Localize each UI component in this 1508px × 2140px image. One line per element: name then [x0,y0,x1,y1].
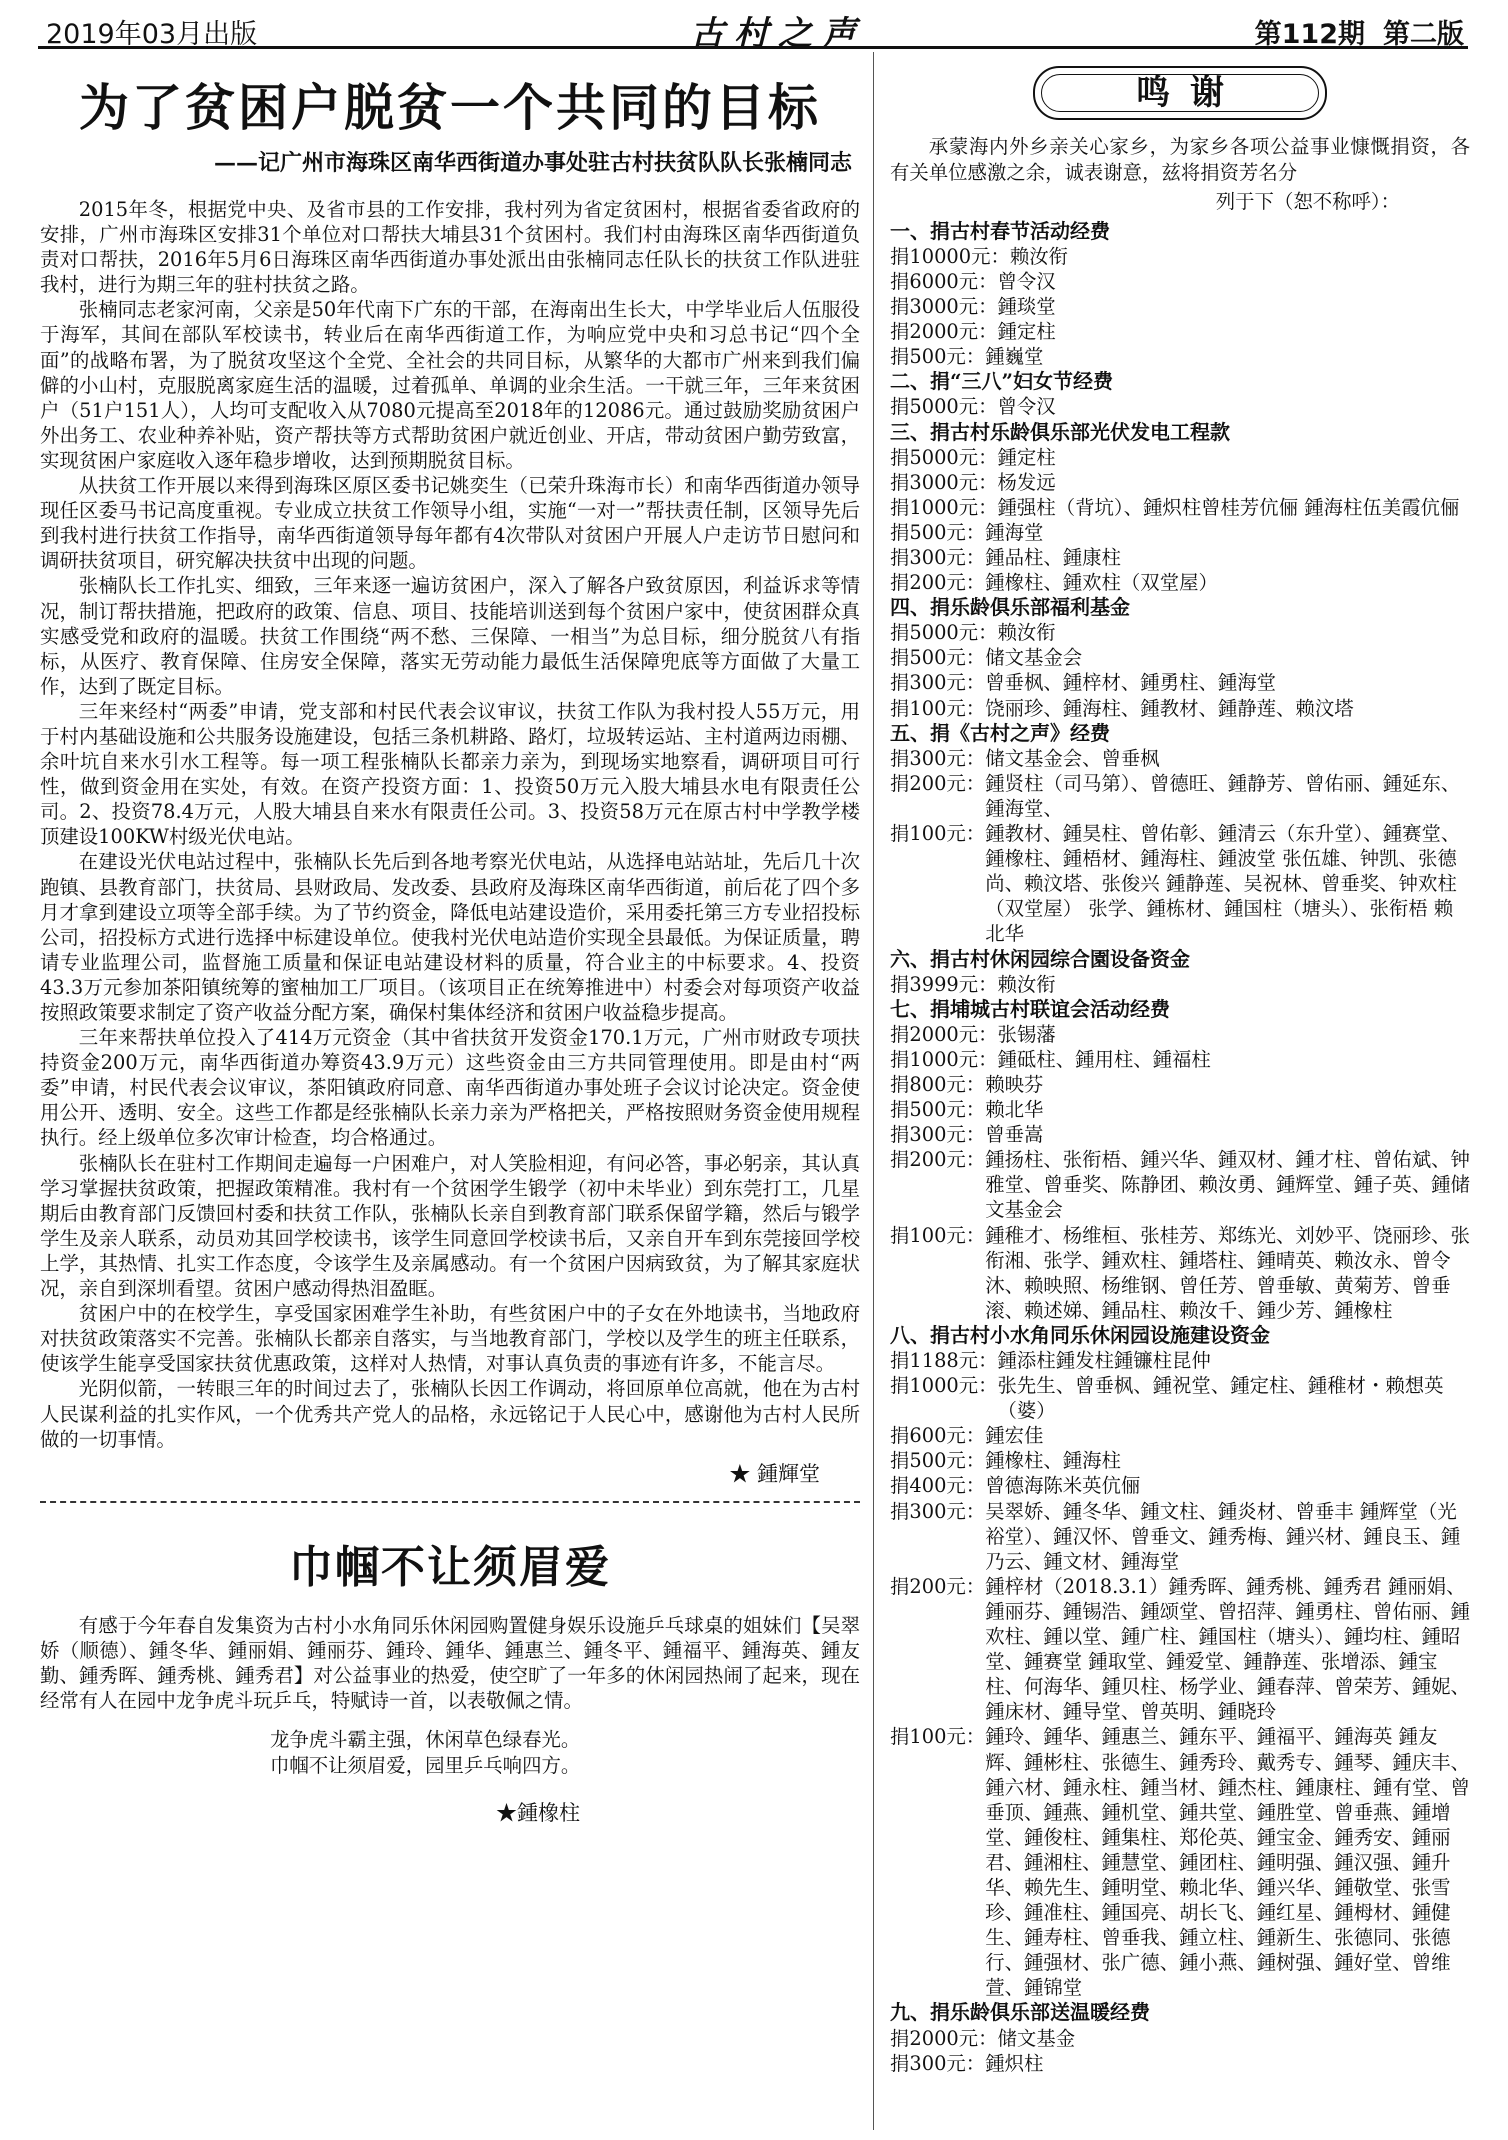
donation-row [890,1223,1470,1323]
donation-row [890,319,1470,344]
donation-row [890,394,1470,419]
article-paragraph: 从扶贫工作开展以来得到海珠区原区委书记姚奕生（已荣升珠海市长）和南华西街道办领导现任区委马书记高度重视。专业成立扶贫工作领导小组，实施“一对一”帮扶责任制，区领导先后到我村进行扶贫工作指导，南华西街道领导每年都有4次带队对贫困户开展人户走访节日慰问和调研扶贫项目，研究解决扶贫中出现的问题。 [40,474,860,573]
donation-row [890,821,1470,946]
donation-section-heading: 一、捐古村春节活动经费 [890,218,1110,243]
donation-row [890,746,1470,771]
donation-row [890,2026,1470,2051]
donation-row [890,771,1470,821]
donation-amount: 捐100元： [890,1223,986,1247]
donor-names: 饶丽珍、鍾海柱、鍾教材、鍾静莲、赖汶塔 [985,696,1354,720]
poem-line: 龙争虎斗霸主强，休闲草色绿春光。 [270,1728,581,1752]
donation-row [890,645,1470,670]
donor-names: 鍾品柱、鍾康柱 [985,546,1121,569]
donation-row [890,445,1470,470]
donation-amount: 捐6000元： [890,269,998,293]
donation-section-heading: 六、捐古村休闲园综合園设备资金 [890,946,1190,971]
donation-amount: 捐200元： [890,1574,986,1598]
donor-names: 赖汝衔 [997,621,1056,645]
donation-row [890,1022,1470,1047]
donor-names: 赖汝衔 [1009,244,1069,268]
donor-names: 张锡藩 [997,1022,1056,1046]
donation-amount: 捐10000元： [890,244,1010,268]
donor-names: 鍾定柱 [997,320,1056,344]
donation-row [890,344,1470,369]
donor-names: 杨发远 [997,470,1056,494]
donation-amount: 捐600元： [890,1424,986,1448]
donation-amount: 捐2000元： [890,2026,998,2050]
article-separator [40,1501,860,1503]
article-paragraph: 三年来经村“两委”申请，党支部和村民代表会议审议，扶贫工作队为我村投人55万元，用于村内基础设施和公共服务设施建设，包括三条机耕路、路灯，垃圾转运站、主村道两边雨棚、余叶坑自来水引水工程等。每一项工程张楠队长都亲力亲为，到现场实地察看，调研项目可行性，做到资金用在实处，有效。在资产投资方面：1、投资50万元入股大埔县水电有限责任公司。2、投资78.4万元，人股大埔县自来水有限责任公司。3、投资58万元在原古村中学教学楼顶建设100KW村级光伏电站。 [40,699,860,849]
donor-names: 赖北华 [985,1098,1044,1122]
poem-article-paragraph: 有感于今年春自发集资为古村小水角同乐休闲园购置健身娱乐设施乒乓球桌的姐妹们【吴翠娇（顺德）、鍾冬华、鍾丽娟、鍾丽芬、鍾玲、鍾华、鍾惠兰、鍾冬平、鍾福平、鍾海英、鍾友勤、鍾秀晖、鍾秀桃、鍾秀君】对公益事业的热爱，使空旷了一年多的休闲园热闹了起来，现在经常有人在园中龙争虎斗玩乒乓，特赋诗一首，以表敬佩之情。 [40,1613,860,1713]
donation-amount: 捐5000元： [890,621,998,645]
donor-names: 鍾强柱（背坑）、鍾炽柱曾桂芳伉俪 鍾海柱伍美霞伉俪 [997,495,1460,519]
donation-row [890,1373,1470,1423]
donation-section-heading: 七、捐埔城古村联谊会活动经费 [890,996,1170,1021]
poem-article-title: 巾帼不让须眉爱 [289,1541,611,1593]
donor-names: 储文基金会 [985,646,1083,670]
donation-row [890,269,1470,294]
donation-amount: 捐500元： [890,1449,986,1473]
donor-names: 储文基金 [997,2026,1076,2050]
donation-section-heading: 三、捐古村乐龄俱乐部光伏发电工程款 [890,419,1230,444]
donation-amount: 捐2000元： [890,1022,998,1046]
article-paragraph: 三年来帮扶单位投入了414万元资金（其中省扶贫开发资金170.1万元，广州市财政专项扶持资金200万元，南华西街道办筹资43.9万元）这些资金由三方共同管理使用。即是由村“两委”申请，村民代表会议审议，茶阳镇政府同意、南华西街道办事处班子会议讨论决定。资金使用公开、透明、安全。这些工作都是经张楠队长亲力亲为严格把关，严格按照财务资金使用规程执行。经上级单位多次审计检查，均合格通过。 [40,1026,860,1150]
donation-amount: 捐500元： [890,1098,986,1122]
poem-signature: ★鍾橡柱 [496,1801,580,1826]
article-title: 为了贫困户脱贫一个共同的目标 [79,78,821,137]
donation-row [890,570,1470,595]
donation-row [890,620,1470,645]
thanks-intro: 承蒙海内外乡亲关心家乡，为家乡各项公益事业慷慨捐资，各有关单位感激之余，诚表谢意，兹将捐资芳名分 [890,135,1470,184]
donation-amount: 捐3999元： [890,972,998,996]
donor-names: 张先生、曾垂枫、鍾祝堂、鍾定柱、鍾稚材・赖想英（婆） [997,1374,1444,1423]
donation-amount: 捐5000元： [890,445,998,469]
newspaper-name: 古村之声 [690,14,866,54]
donation-row [890,1122,1470,1147]
donor-names: 鍾贤柱（司马第）、曾德旺、鍾静芳、曾佑丽、鍾延东、鍾海堂、 [985,771,1461,820]
donation-amount: 捐1000元： [890,495,998,519]
header-rule [38,46,1468,49]
donor-names: 鍾添柱鍾发柱鍾镰柱昆仲 [997,1349,1211,1372]
article-body [40,197,860,1487]
donation-row [890,1348,1470,1373]
article-paragraph: 2015年冬，根据党中央、及省市县的工作安排，我村列为省定贫困村，根据省委省政府的安排，广州市海珠区安排31个单位对口帮扶大埔县31个贫困村。我们村由海珠区南华西街道负责对口帮扶，2016年5月6日海珠区南华西街道办事处派出由张楠同志任队长的扶贫工作队进驻我村，进行为期三年的驻村扶贫之路。 [40,198,860,297]
donation-row [890,1499,1470,1574]
donation-row [890,244,1470,269]
donation-row [890,1072,1470,1097]
thanks-title: 鸣谢 [1136,73,1244,113]
donor-names: 鍾琰堂 [997,295,1056,319]
donation-amount: 捐800元： [890,1072,986,1096]
donation-amount: 捐100元： [890,1725,986,1749]
donation-row [890,1574,1470,1725]
donation-row [890,1097,1470,1122]
donation-amount: 捐3000元： [890,295,998,319]
donation-amount: 捐100元： [890,696,986,720]
issue-number: 第112期 [1254,19,1365,50]
donation-amount: 捐300元： [890,1499,986,1523]
donor-names: 曾垂嵩 [985,1123,1044,1147]
thanks-intro-tail: 列于下（恕不称呼）： [1215,190,1400,214]
donation-section-heading: 二、捐“三八”妇女节经费 [890,369,1114,394]
article-paragraph: 张楠同志老家河南，父亲是50年代南下广东的干部，在海南出生长大，中学毕业后人伍服役于海军，其间在部队军校读书，转业后在南华西街道工作，为响应党中央和习总书记“四个全面”的战略布署，为了脱贫攻坚这个全党、全社会的共同目标，从繁华的大都市广州来到我们偏僻的小山村，克服脱离家庭生活的温暖，过着孤单、单调的业余生活。一干就三年，三年来贫困户（51户151人），人均可支配收入从7080元提高至2018年的12086元。通过鼓励奖励贫困户外出务工、农业种养补贴，资产帮扶等方式帮助贫困户就近创业、开店，带动贫困户勤劳致富，实现贫困户家庭收入逐年稳步增收，达到预期脱贫目标。 [40,298,860,472]
donor-names: 鍾炽柱 [985,2051,1044,2075]
donor-names: 鍾梓材（2018.3.1）鍾秀晖、鍾秀桃、鍾秀君 鍾丽娟、鍾丽芬、鍾锡浩、鍾颂堂、曾招萍、鍾勇柱、曾佑丽、鍾欢柱、鍾以堂、鍾广柱、鍾国柱（塘头）、鍾均柱、鍾昭堂、鍾赛堂 鍾取堂、鍾爱堂、鍾静莲、张增添、鍾宝柱、何海华、鍾贝柱、杨学业、鍾春萍、曾荣芳、鍾妮、鍾床材、鍾导堂、曾英明、鍾晓玲 [985,1574,1470,1724]
donation-row [890,972,1470,997]
donor-names: 储文基金会、曾垂枫 [985,746,1160,770]
article-paragraph: 在建设光伏电站过程中，张楠队长先后到各地考察光伏电站，从选择电站站址，先后几十次跑镇、县教育部门，扶贫局、县财政局、发改委、县政府及海珠区南华西街道，前后花了四个多月才拿到建设立项等全部手续。为了节约资金，降低电站建设造价，采用委托第三方专业招投标公司，招投标方式进行选择中标建设单位。使我村光伏电站造价实现全县最低。为保证质量，聘请专业监理公司，监督施工质量和保证电站建设材料的质量，符合业主的中标要求。4、投资43.3万元参加茶阳镇统筹的蜜柚加工厂项目。（该项目正在统筹推进中）村委会对每项资产收益按照政策要求制定了资产收益分配方案，确保村集体经济和贫困户收益稳步提高。 [40,850,860,1024]
page-number: 第二版 [1383,19,1464,50]
donor-names: 鍾海堂 [985,520,1044,544]
donor-names: 鍾橡柱、鍾海柱 [985,1449,1121,1473]
right-column [890,60,1470,2076]
donation-amount: 捐500元： [890,345,986,369]
thanks-banner [1033,66,1327,120]
donation-section-heading: 八、捐古村小水角同乐休闲园设施建设资金 [890,1322,1270,1347]
donor-names: 赖映芬 [985,1072,1044,1096]
donor-names: 曾垂枫、鍾梓材、鍾勇柱、鍾海堂 [985,671,1277,695]
article-paragraph: 光阴似箭，一转眼三年的时间过去了，张楠队长因工作调动，将回原单位高就，他在为古村人民谋利益的扎实作风，一个优秀共产党人的品格，永远铭记于人民心中，感谢他为古村人民所做的一切事情。 [40,1377,860,1451]
donation-row [890,1147,1470,1222]
donation-row [890,520,1470,545]
donation-amount: 捐300元： [890,671,986,695]
donation-amount: 捐1188元： [890,1349,998,1372]
donation-section-heading: 四、捐乐龄俱乐部福利基金 [890,595,1130,620]
donation-amount: 捐200元： [890,1148,986,1172]
donation-section-heading: 九、捐乐龄俱乐部送温暖经费 [890,2000,1150,2025]
donation-amount: 捐300元： [890,746,986,770]
donation-amount: 捐200元： [890,771,986,795]
donation-row [890,1448,1470,1473]
donor-names: 鍾橡柱、鍾欢柱（双堂屋） [985,571,1218,595]
donor-names: 赖汝衔 [997,972,1056,996]
donation-row [890,1473,1470,1498]
donation-row [890,470,1470,495]
donor-names: 鍾玲、鍾华、鍾惠兰、鍾东平、鍾福平、鍾海英 鍾友辉、鍾彬柱、张德生、鍾秀玲、戴秀专、鍾琴、鍾庆丰、鍾六材、鍾永柱、鍾当材、鍾杰柱、鍾康柱、鍾有堂、曾垂顶、鍾燕、鍾机堂、鍾共堂、鍾胜堂、曾垂燕、鍾增堂、鍾俊柱、鍾集柱、郑伦英、鍾宝金、鍾秀安、鍾丽君、鍾湘柱、鍾慧堂、鍾团柱、鍾明强、鍾汉强、鍾升华、赖先生、鍾明堂、赖北华、鍾兴华、鍾敬堂、张雪珍、鍾准柱、鍾国亮、胡长飞、鍾红星、鍾栂材、鍾健生、鍾寿柱、曾垂我、鍾立柱、鍾新生、张德同、张德行、鍾强材、张广德、鍾小燕、鍾树强、鍾好堂、曾维萱、鍾锦堂 [985,1725,1470,2000]
publish-date: 2019年03月出版 [46,19,258,50]
donation-amount: 捐500元： [890,520,986,544]
donation-amount: 捐200元： [890,571,986,595]
page-header [38,8,1468,54]
donor-names: 鍾稚才、杨维桓、张桂芳、郑练光、刘妙平、饶丽珍、张衔湘、张学、鍾欢柱、鍾塔柱、鍾晴英、赖汝永、曾令沐、赖映照、杨维钢、曾任芳、曾垂敏、黄菊芳、曾垂滚、赖述娣、鍾品柱、赖汝千、鍾少芳、鍾橡柱 [985,1223,1470,1322]
donor-names: 吴翠娇、鍾冬华、鍾文柱、鍾炎材、曾垂丰 鍾辉堂（光裕堂）、鍾汉怀、曾垂文、鍾秀梅、鍾兴材、鍾良玉、鍾乃云、鍾文材、鍾海堂 [985,1499,1461,1573]
donation-amount: 捐500元： [890,646,986,670]
donation-row [890,495,1470,520]
donor-names: 鍾扬柱、张衔梧、鍾兴华、鍾双材、鍾才柱、曾佑斌、钟雅堂、曾垂奖、陈静团、赖汝勇、鍾辉堂、鍾子英、鍾储文基金会 [985,1148,1470,1222]
donation-row [890,670,1470,695]
donation-row [890,1423,1470,1448]
article-paragraph: 贫困户中的在校学生，享受国家困难学生补助，有些贫困户中的子女在外地读书，当地政府对扶贫政策落实不完善。张楠队长都亲自落实，与当地教育部门，学校以及学生的班主任联系，使该学生能享受国家扶贫优惠政策，这样对人热情，对事认真负责的事迹有许多，不能言尽。 [40,1302,860,1376]
donor-names: 鍾教材、鍾昊柱、曾佑彰、鍾清云（东升堂）、鍾赛堂、鍾橡柱、鍾梧材、鍾海柱、鍾波堂 张伍雄、钟凯、张德尚、赖汶塔、张俊兴 鍾静莲、吴祝林、曾垂奖、钟欢柱（双堂屋） 张学、鍾栋材、鍾国柱（塘头）、张衔梧 赖北华 [985,822,1461,946]
donor-names: 曾令汉 [997,269,1056,293]
poem-line: 巾帼不让须眉爱，园里乒乓响四方。 [270,1754,581,1778]
article-signature: ★ 鍾輝堂 [729,1461,820,1486]
donation-amount: 捐400元： [890,1474,986,1498]
donation-amount: 捐1000元： [890,1047,998,1071]
column-divider [873,52,874,2130]
donor-names: 曾德海陈米英伉俪 [985,1474,1141,1498]
donation-amount: 捐300元： [890,546,986,569]
donation-amount: 捐100元： [890,822,986,846]
donation-amount: 捐300元： [890,1123,986,1147]
donation-amount: 捐300元： [890,2051,986,2075]
donation-row [890,294,1470,319]
donation-section-heading: 五、捐《古村之声》经费 [890,720,1110,745]
donation-row [890,696,1470,721]
article-paragraph: 张楠队长在驻村工作期间走遍每一户困难户，对人笑脸相迎，有问必答，事必躬亲，其认真学习掌握扶贫政策，把握政策精准。我村有一个贫困学生锻学（初中未毕业）到东莞打工，几星期后由教育部门反馈回村委和扶贫工作队，张楠队长亲自到教育部门联系保留学籍，然后与锻学学生及亲人联系，动员劝其回学校读书，该学生同意回学校读书后，又亲自开车到东莞接回学校上学，其热情、扎实工作态度，令该学生及亲属感动。有一个贫困户因病致贫，为了解其家庭状况，亲自到深圳看望。贫困户感动得热泪盈眶。 [40,1151,860,1301]
poem [270,1727,860,1779]
left-column [40,54,860,1827]
donation-amount: 捐5000元： [890,395,998,419]
donation-row [890,2051,1470,2076]
donation-row [890,1047,1470,1072]
donor-names: 鍾砥柱、鍾用柱、鍾福柱 [997,1047,1211,1071]
donation-row [890,545,1470,570]
donor-names: 鍾巍堂 [985,345,1044,369]
article-paragraph: 张楠队长工作扎实、细致，三年来逐一遍访贫困户，深入了解各户致贫原因，利益诉求等情况，制订帮扶措施，把政府的政策、信息、项目、技能培训送到每个贫困户家中，使贫困群众真实感受党和政府的温暖。扶贫工作围绕“两不愁、三保障、一相当”为总目标，细分脱贫八有指标，从医疗、教育保障、住房安全保障，落实无劳动能力最低生活保障兜底等方面做了大量工作，达到了既定目标。 [40,574,860,698]
donation-amount: 捐1000元： [890,1374,998,1398]
donation-amount: 捐3000元： [890,470,998,494]
poem-article-body [40,1613,860,1713]
donor-names: 鍾宏佳 [985,1424,1044,1448]
donor-names: 鍾定柱 [997,445,1056,469]
donation-row [890,1724,1470,2000]
donor-names: 曾令汉 [997,395,1056,419]
donation-list [890,219,1470,2076]
article-subtitle: ——记广州市海珠区南华西街道办事处驻古村扶贫队队长张楠同志 [213,150,852,176]
donation-amount: 捐2000元： [890,320,998,344]
